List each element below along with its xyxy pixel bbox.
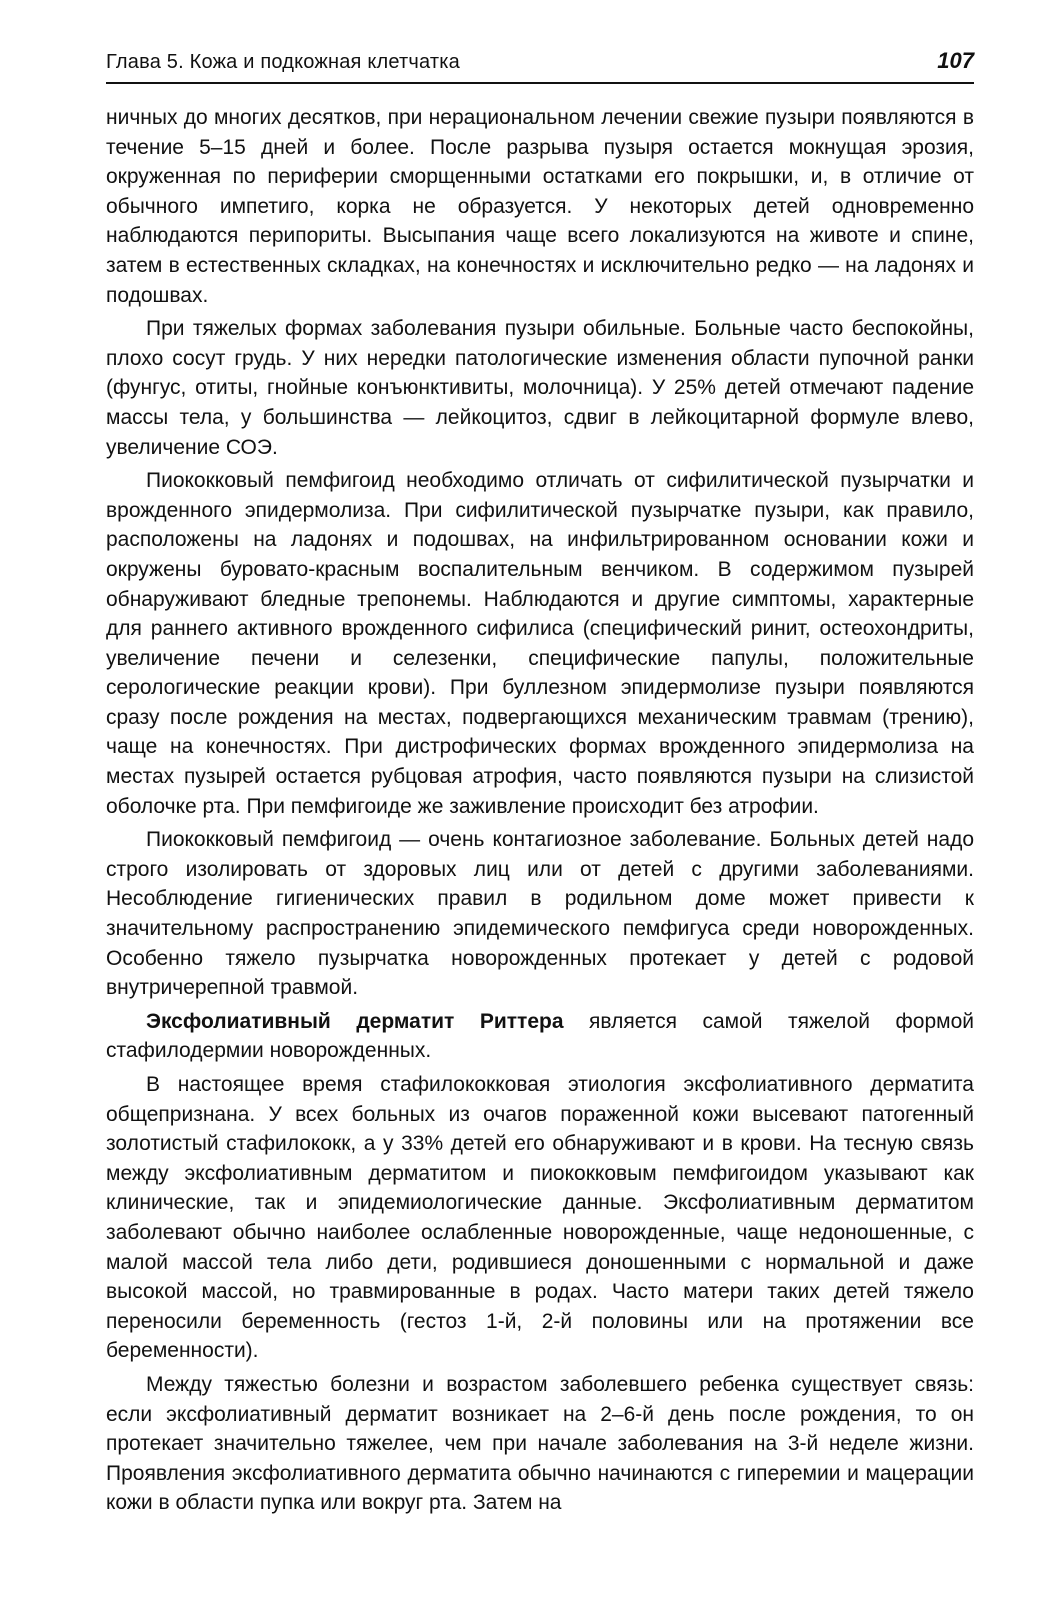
paragraph-ritter	[106, 1007, 974, 1066]
chapter-title: Глава 5. Кожа и подкожная клетчатка	[106, 51, 460, 73]
paragraph: Пиококковый пемфигоид — очень контагиозное заболевание. Больных детей надо строго изолировать от здоровых лиц или от детей с другими заболеваниями. Несоблюдение гигиенических правил в родильном доме может привести к значительному распространению эпидемического пемфигуса среди новорожденных. Особенно тяжело пузырчатка новорожденных протекает у детей с родовой внутричерепной травмой.	[106, 828, 974, 1000]
paragraph: Между тяжестью болезни и возрастом заболевшего ребенка существует связь: если эксфолиативный дерматит возникает на 2–6-й день после рождения, то он протекает значительно тяжелее, чем при начале заболевания на 3-й неделе жизни. Проявления эксфолиативного дерматита обычно начинаются с гиперемии и мацерации кожи в области пупка или вокруг рта. Затем на	[106, 1372, 974, 1515]
running-header	[106, 48, 974, 84]
page-number: 107	[937, 48, 974, 73]
paragraph: ничных до многих десятков, при нерациональном лечении свежие пузыри появляются в течение 5–15 дней и более. После разрыва пузыря остается мокнущая эрозия, окруженная по периферии сморщенными остатками его покрышки, и, в отличие от обычного импетиго, корка не образуется. У некоторых детей одновременно наблюдаются перипориты. Высыпания чаще всего локализуются на животе и спине, затем в естественных складках, на конечностях и исключительно редко — на ладонях и подошвах.	[106, 106, 974, 307]
paragraph: В настоящее время стафилококковая этиология эксфолиативного дерматита общепризнана. У всех больных из очагов пораженной кожи высевают патогенный золотистый стафилококк, а у 33% детей его обнаруживают и в крови. На тесную связь между эксфолиативным дерматитом и пиококковым пемфигоидом указывают как клинические, так и эпидемиологические данные. Эксфолиативным дерматитом заболевают обычно наиболее ослабленные новорожденные, чаще недоношенные, с малой массой тела либо дети, родившиеся доношенными с нормальной и даже высокой массой, но травмированные в родах. Часто матери таких детей тяжело переносили беременность (гестоз 1-й, 2-й половины или на протяжении все беременности).	[106, 1073, 974, 1363]
term-bold: Эксфолиативный дерматит Риттера	[146, 1009, 564, 1033]
body-text	[106, 103, 974, 1522]
paragraph: Пиококковый пемфигоид необходимо отличать от сифилитической пузырчатки и врожденного эпидермолиза. При сифилитической пузырчатке пузыри, как правило, расположены на ладонях и подошвах, на инфильтрированном основании кожи и окружены буровато-красным воспалительным венчиком. В содержимом пузырей обнаруживают бледные трепонемы. Наблюдаются и другие симптомы, характерные для раннего активного врожденного сифилиса (специфический ринит, остеохондриты, увеличение печени и селезенки, специфические папулы, положительные серологические реакции крови). При буллезном эпидермолизе пузыри появляются сразу после рождения на местах, подвергающихся механическим травмам (трению), чаще на конечностях. При дистрофических формах врожденного эпидермолиза на местах пузырей остается рубцовая атрофия, часто появляются пузыри на слизистой оболочке рта. При пемфигоиде же заживление происходит без атрофии.	[106, 469, 974, 818]
term-definition: является самой тяжелой формой стафилодермии новорожденных.	[106, 1009, 974, 1063]
paragraph: При тяжелых формах заболевания пузыри обильные. Больные часто беспокойны, плохо сосут грудь. У них нередки патологические изменения области пупочной ранки (фунгус, отиты, гнойные конъюнктивиты, молочница). У 25% детей отмечают падение массы тела, у большинства — лейкоцитоз, сдвиг в лейкоцитарной формуле влево, увеличение СОЭ.	[106, 317, 974, 459]
